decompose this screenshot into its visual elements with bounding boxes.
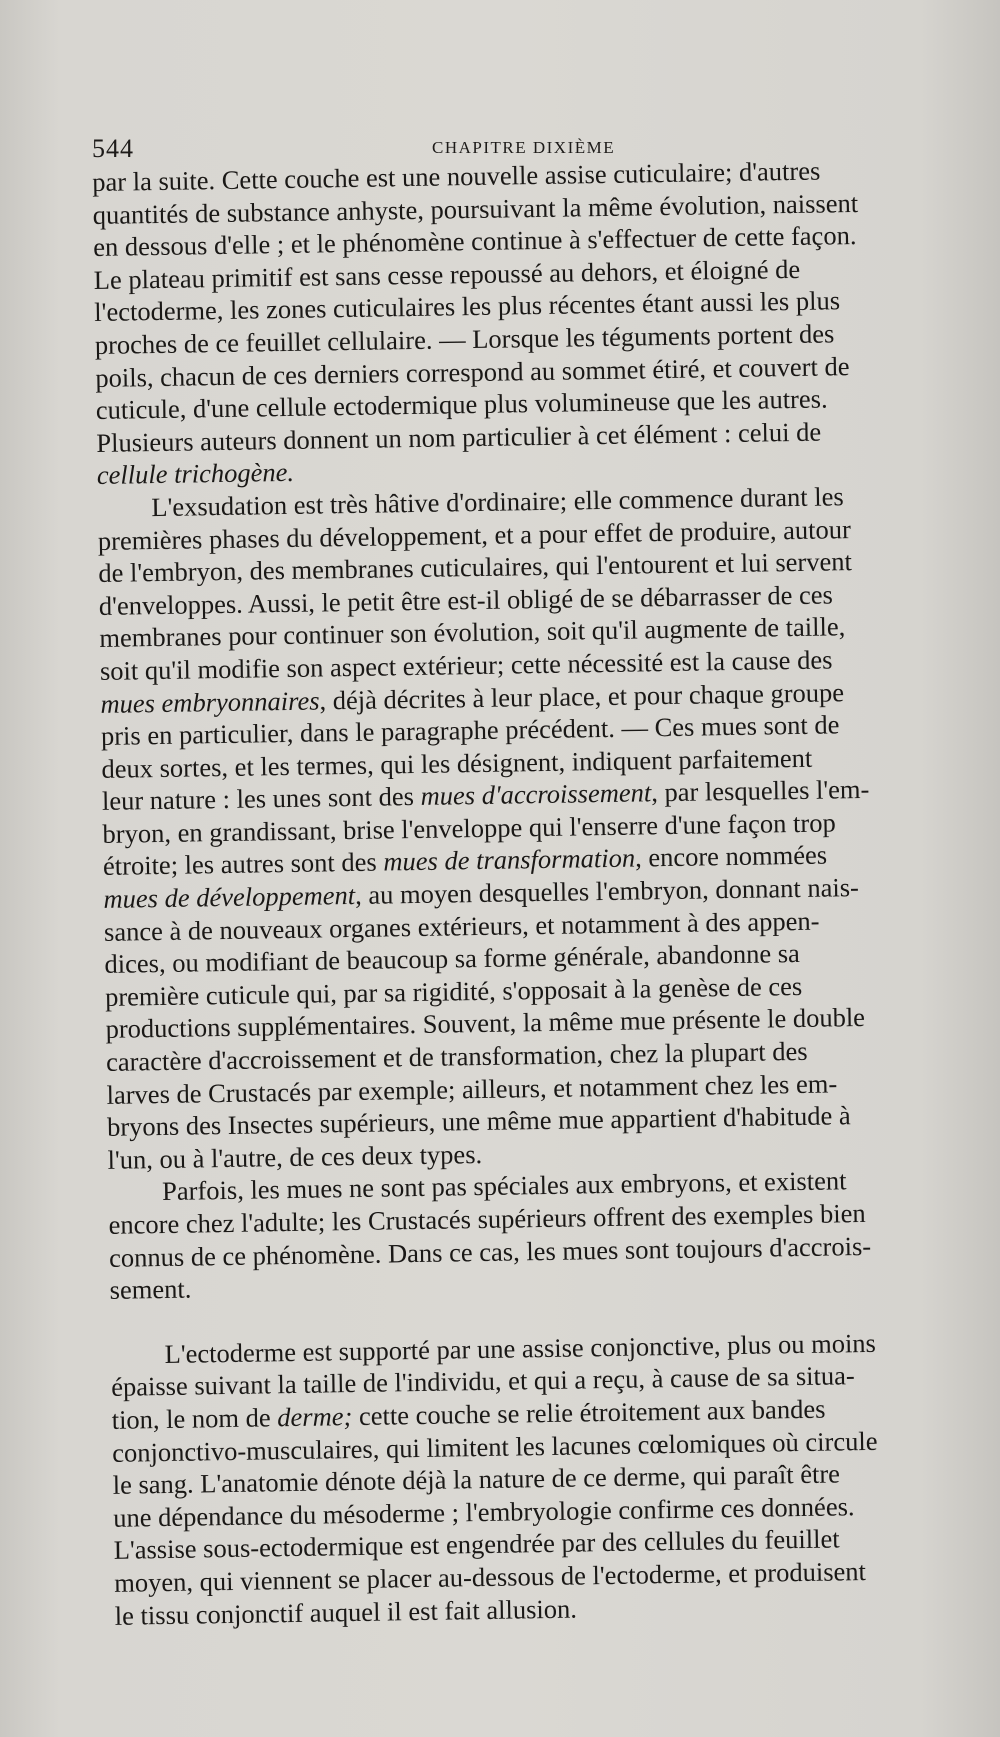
text-line: le tissu conjonctif auquel il est fait allusion. (114, 1593, 578, 1631)
text-line: de l'embryon, des membranes cuticulaires, qui l'entourent et lui servent (98, 546, 853, 589)
text-line: premières phases du développement, et a pour effet de produire, autour (97, 513, 852, 556)
page-number: 544 (92, 134, 134, 163)
text-line: première cuticule qui, par sa rigidité, s'opposait à la genèse de ces (104, 970, 803, 1012)
text-line: poils, chacun de ces derniers correspond au sommet étiré, et couvert de (95, 350, 850, 393)
paragraph-start: L'ectoderme est supporté par une assise conjonctive, plus ou moins (164, 1327, 877, 1369)
text-line: encore chez l'adulte; les Crustacés supérieurs offrent des exemples bien (108, 1197, 866, 1240)
text-line: le sang. L'anatomie dénote déjà la nature de ce derme, qui paraît être (112, 1458, 841, 1500)
text-line: mues de développement, au moyen desquelles l'embryon, donnant nais- (103, 872, 860, 914)
text-line: l'ectoderme, les zones cuticulaires les plus récentes étant aussi les plus (94, 285, 841, 328)
text-line: moyen, qui viennent se placer au-dessous de l'ectoderme, et produisent (114, 1555, 867, 1598)
text-line: conjonctivo-musculaires, qui limitent les lacunes cœlomiques où circule (111, 1425, 878, 1468)
text-line: tion, le nom de derme; cette couche se relie étroitement aux bandes (111, 1393, 826, 1435)
text-line: L'assise sous-ectodermique est engendrée par des cellules du feuillet (113, 1523, 840, 1566)
body-text (92, 152, 985, 1632)
text-line: quantités de substance anhyste, poursuivant la même évolution, naissent (92, 187, 859, 230)
text-line: épaisse suivant la taille de l'individu, et qui a reçu, à cause de sa situa- (110, 1360, 855, 1403)
text-line: par la suite. Cette couche est une nouvelle assise cuticulaire; d'autres (92, 155, 821, 197)
text-line: pris en particulier, dans le paragraphe précédent. — Ces mues sont de (100, 709, 840, 752)
text-line: larves de Crustacés par exemple; ailleurs, et notamment chez les em- (106, 1068, 838, 1110)
text-line: étroite; les autres sont des mues de transformation, encore nommées (102, 840, 828, 882)
text-line: soit qu'il modifie son aspect extérieur; cette nécessité est la cause des (99, 644, 833, 686)
text-line: sance à de nouveaux organes extérieurs, et notamment à des appen- (103, 905, 820, 947)
text-line: une dépendance du mésoderme ; l'embryologie confirme ces données. (112, 1490, 855, 1533)
text-line: caractère d'accroissement et de transformation, chez la plupart des (105, 1035, 808, 1077)
text-line: productions supplémentaires. Souvent, la même mue présente le double (105, 1002, 866, 1045)
text-line: connus de ce phénomène. Dans ce cas, les mues sont toujours d'accrois- (108, 1230, 872, 1273)
text-line: leur nature : les unes sont des mues d'accroissement, par lesquelles l'em- (101, 774, 870, 817)
text-line: dices, ou modifiant de beaucoup sa forme générale, abandonne sa (104, 938, 801, 980)
text-line: Le plateau primitif est sans cesse repoussé au dehors, et éloigné de (93, 253, 801, 295)
text-line: Plusieurs auteurs donnent un nom particulier à cet élément : celui de (96, 416, 822, 458)
text-line: mues embryonnaires, déjà décrites à leur place, et pour chaque groupe (100, 676, 845, 719)
text-line: membranes pour continuer son évolution, soit qu'il augmente de taille, (99, 611, 846, 654)
text-line: sement. (109, 1273, 192, 1306)
text-line: bryon, en grandissant, brise l'enveloppe qui l'enserre d'une façon trop (102, 807, 836, 849)
text-line: l'un, ou à l'autre, de ces deux types. (107, 1138, 483, 1175)
running-head: CHAPITRE DIXIÈME (432, 138, 616, 157)
paragraph-start: L'exsudation est très hâtive d'ordinaire; elle commence durant les (151, 481, 844, 523)
text-line: bryons des Insectes supérieurs, une même mue appartient d'habitude à (106, 1100, 851, 1143)
text-line: deux sortes, et les termes, qui les désignent, indiquent parfaitement (101, 742, 813, 784)
text-line: d'enveloppes. Aussi, le petit être est-il obligé de se débarrasser de ces (98, 579, 834, 621)
text-line: cellule trichogène. (96, 457, 295, 491)
text-line: cuticule, d'une cellule ectodermique plus volumineuse que les autres. (95, 383, 828, 426)
paragraph-start: Parfois, les mues ne sont pas spéciales aux embryons, et existent (161, 1165, 847, 1207)
text-line: proches de ce feuillet cellulaire. — Lorsque les téguments portent des (94, 318, 835, 360)
text-line: en dessous d'elle ; et le phénomène continue à s'effectuer de cette façon. (93, 220, 857, 263)
